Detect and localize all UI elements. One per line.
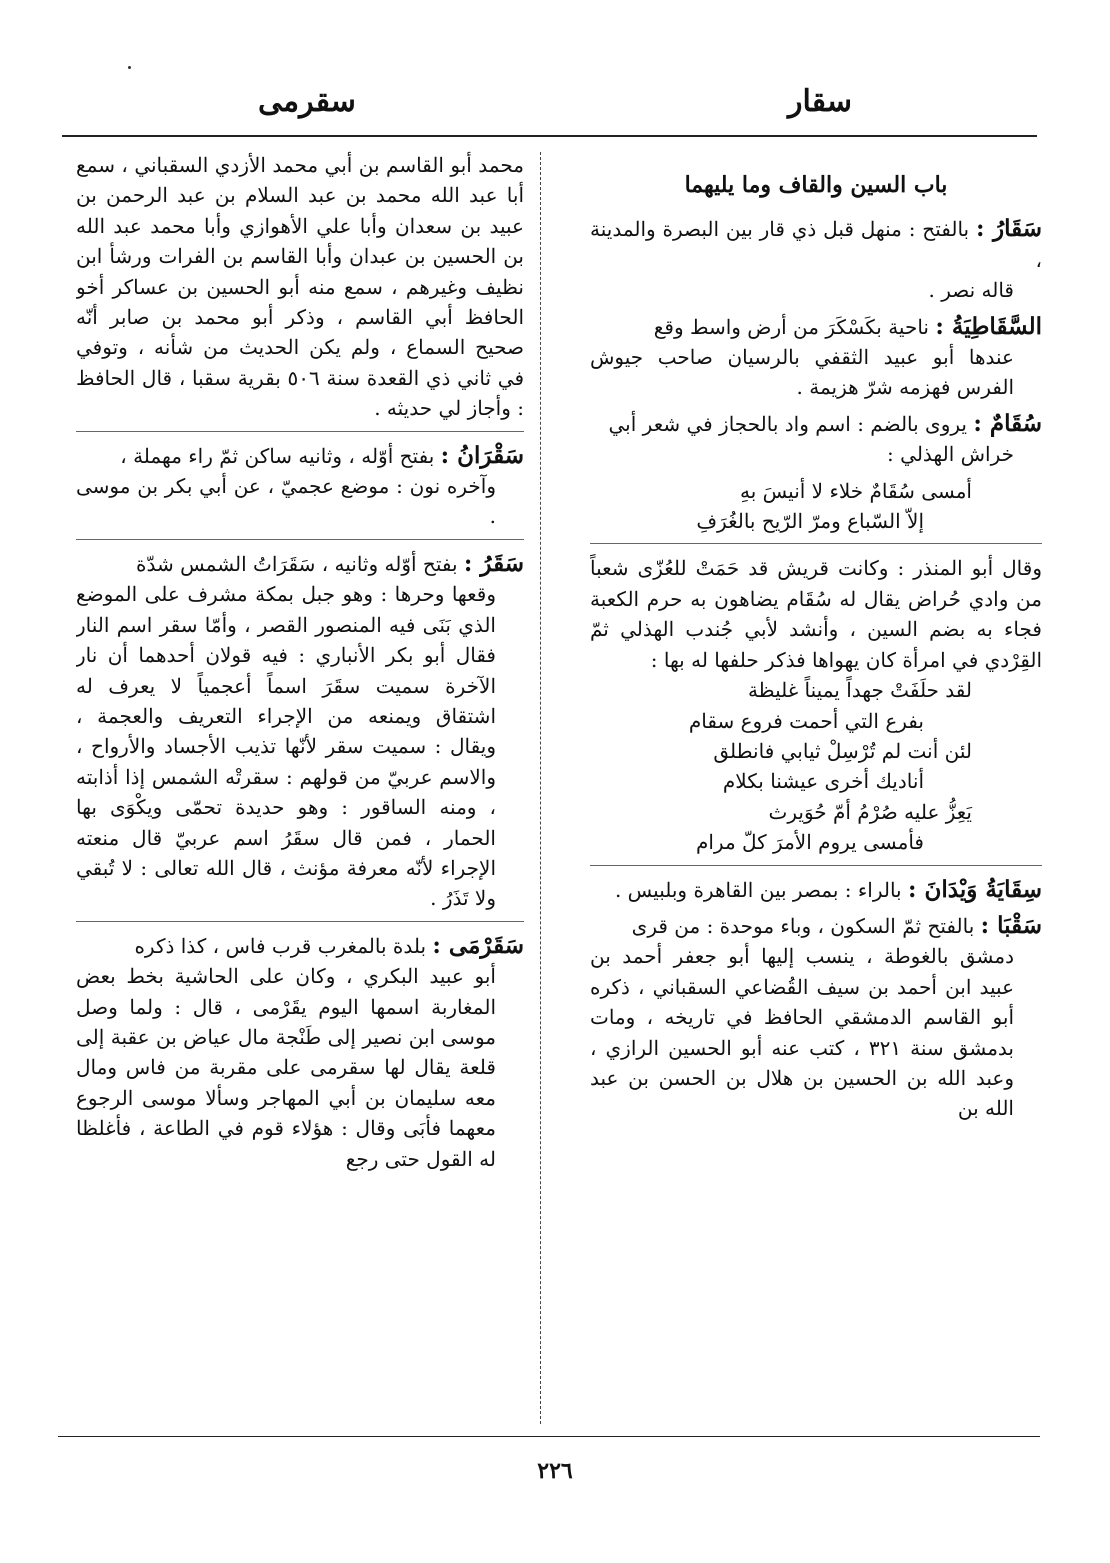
entry-text-continued: قاله نصر .: [928, 278, 1014, 303]
entry-text: بالفتح ثمّ السكون ، وباء موحدة : من قرى: [631, 913, 975, 938]
entry-saqatiya: [590, 312, 1042, 403]
entry-text-continued: وآخره نون : موضع عجميّ ، عن أبي بكر بن موسى .: [76, 474, 496, 529]
paragraph: محمد أبو القاسم بن أبي محمد الأزدي السقباني ، سمع أبا عبد الله محمد بن عبد السلام بن عبد الرحمن بن عبيد بن سعدان وأبا علي الأهوازي وأبا محمد عبد الله بن الحسين بن عبدان وأبا القاسم بن الفرات ورشأ ابن نظيف وغيرهم ، سمع منه أبو الحسين بن عساكر أخو الحافظ أبي القاسم ، وذكر أبو محمد بن صابر أنّه صحيح السماع ، ولم يكن الحديث من شأنه ، وتوفي في ثاني ذي القعدة سنة ٥٠٦ بقرية سقبا ، قال الحافظ : وأجاز لي حديثه .: [76, 153, 524, 421]
entry-text: بفتح أوّله ، وثانيه ساكن ثمّ راء مهملة ،: [120, 443, 435, 468]
entry-text: بفتح أوّله وثانيه ، سَقَرَاتُ الشمس شدّة: [136, 551, 458, 576]
entry-text-continued: وقعها وحرها : وهو جبل بمكة مشرف على الموضع الذي بَنَى فيه المنصور القصر ، وأمّا سقر اسم النار فقال أبو بكر الأنباري : فيه قولان أحدهما أن نار الآخرة سميت سقَرَ اسماً أعجمياً لا يعرف له اشتقاق ويمنعه من الإجراء التعريف والعجمة ، ويقال : سميت سقر لأنّها تذيب الأجساد والأرواح ، والاسم عربيّ من قولهم : سقرتْه الشمس إذا أذابته ، ومنه الساقور : وهو حديدة تحمّى ويكْوَى بها الحمار ، فمن قال سقَرُ اسم عربيّ قال منعته الإجراء لأنّه معرفة مؤنث ، قال الله تعالى : لا تُبقي ولا تَذَرُ .: [76, 582, 496, 911]
entry-text-continued: خراش الهذلي :: [887, 442, 1014, 467]
entry-divider: [76, 431, 524, 432]
entry-divider: [590, 865, 1042, 866]
entry-text-continued: أبو عبيد البكري ، وكان على الحاشية بخط بعض المغاربة اسمها اليوم يقَرْمى ، قال : ولما وصل موسى ابن نصير إلى طَنْجة مال عياض بن عقبة إلى قلعة يقال لها سقرمى على مقربة من فاس ومال معه سليمان بن أبي المهاجر وسألا موسى الرجوع معهما فأبَى وقال : هؤلاء قوم في الطاعة ، فأغلظا له القول حتى رجع: [76, 964, 496, 1171]
verse-hemistich: لئن أنت لم تُرْسِلْ ثيابي فانطلق: [713, 738, 972, 763]
entry-saqba: [590, 911, 1042, 1124]
entry-divider: [590, 543, 1042, 544]
poem-verse: [590, 476, 1042, 537]
column-divider: [540, 152, 541, 1424]
running-header-left: سقرمى: [258, 84, 356, 119]
entry-text-continued: دمشق بالغوطة ، ينسب إليها أبو جعفر أحمد بن عبيد ابن أحمد بن سيف القُضاعي السقباني ، ذكره أبو القاسم الدمشقي الحافظ في تاريخه ، ومات بدمشق سنة ٣٢١ ، كتب عنه أبو الحسين الرازي ، وعبد الله بن الحسين بن هلال بن الحسن بن عبد الله بن: [590, 944, 1014, 1121]
headword: السَّقَاطِيَةُ :: [935, 312, 1042, 340]
entry-text: بلدة بالمغرب قرب فاس ، كذا ذكره: [134, 933, 427, 958]
headword: سَقَرْمَى :: [432, 931, 524, 959]
footer-rule: [58, 1436, 1040, 1437]
verse-hemistich: إلاّ السّباع ومرّ الرّيح بالغُرَفِ: [696, 509, 924, 534]
verse-hemistich: فأمسى يروم الأمرَ كلّ مرام: [695, 830, 924, 855]
entry-saqar: [590, 214, 1042, 305]
verse-hemistich: أناديك أخرى عيشنا بكلام: [722, 769, 924, 794]
entry-text: بالراء : بمصر بين القاهرة وبلبيس .: [614, 877, 902, 902]
verse-hemistich: يَعِزُّ عليه صُرْمُ أمّ حُوَيرث: [768, 799, 972, 824]
paragraph: وقال أبو المنذر : وكانت قريش قد حَمَتْ للعُزّى شعباً من وادي حُراض يقال له سُقَام يضاهون به حرم الكعبة فجاء به بضم السين ، وأنشد لأبي جُندب الهذلي ثمّ القِرْدي في امرأة كان يهواها فذكر حلفها له بها :: [590, 556, 1042, 672]
entry-suqam: [590, 409, 1042, 470]
verse-hemistich: بفرع التي أحمت فروع سقام: [688, 708, 924, 733]
entry-divider: [76, 921, 524, 922]
right-column: [590, 150, 1042, 1425]
verse-hemistich: أمسى سُقَامٌ خلاء لا أنيسَ بهِ: [740, 478, 972, 503]
headword: سَقْبَا :: [980, 911, 1042, 939]
headword: سَقْرَانُ :: [440, 441, 524, 469]
entry-text: يروى بالضم : اسم واد بالحجاز في شعر أبي: [608, 411, 967, 436]
entry-siqaya: [590, 875, 1042, 905]
header-rule: [62, 135, 1037, 137]
print-speck: [128, 66, 131, 69]
headword: سِقَايَةُ وَيْدَانَ :: [907, 875, 1042, 903]
headword: سَقَارُ :: [975, 215, 1042, 243]
entry-text: ناحية بكَسْكَرَ من أرض واسط وقع: [653, 314, 929, 339]
entry-text: بالفتح : منهل قبل ذي قار بين البصرة والمدينة ،: [590, 217, 1042, 272]
entry-divider: [76, 539, 524, 540]
headword: سُقَامٌ :: [973, 409, 1042, 437]
entry-saqar-2: [76, 549, 524, 914]
verse-hemistich: لقد حلَفَتْ جهداً يميناً غليظة: [747, 678, 972, 703]
left-column: [76, 150, 524, 1425]
entry-text-continued: عندها أبو عبيد الثقفي بالرسيان صاحب جيوش الفرس فهزمه شرّ هزيمة .: [590, 345, 1014, 400]
entry-saqarma: [76, 931, 524, 1174]
poem-verse: [590, 675, 1042, 857]
section-title: باب السين والقاف وما يليهما: [684, 172, 948, 198]
headword: سَقَرُ :: [463, 549, 524, 577]
page-number: ٢٢٦: [537, 1458, 573, 1484]
running-header-right: سقار: [788, 84, 852, 119]
entry-saqran: [76, 441, 524, 532]
